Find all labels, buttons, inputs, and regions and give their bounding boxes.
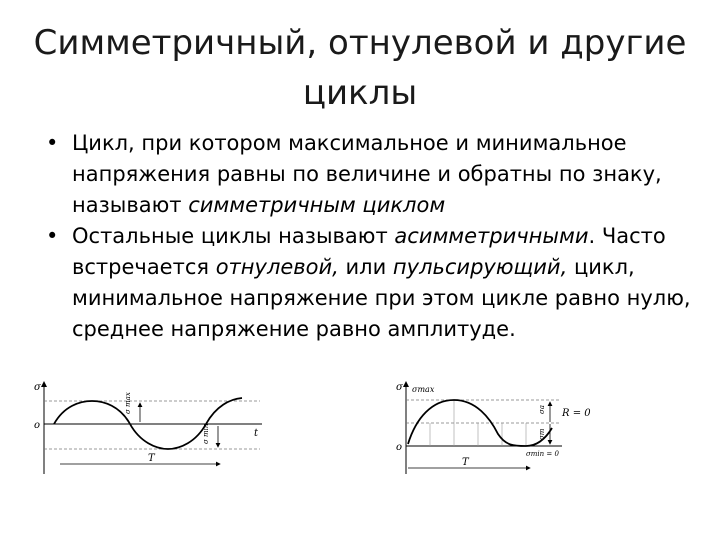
bullet-2-text-2: . Часто встречается xyxy=(72,224,666,279)
title-line-1: Симметричный, отнулевой и другие xyxy=(33,23,687,63)
symmetric-cycle-diagram xyxy=(30,378,270,480)
min-label: σ min xyxy=(202,423,210,444)
amplitude-label: σa xyxy=(538,405,546,414)
bullet-2-italic-2: отнулевой, xyxy=(215,255,339,279)
bullet-1-text: Цикл, при котором максимальное и минимальное напряжения равны по величине и обратны по знаку, называют xyxy=(72,131,662,217)
mean-label: σm xyxy=(538,428,546,440)
origin-label: o xyxy=(34,420,41,431)
bullet-2-italic-3: пульсирующий, xyxy=(392,255,568,279)
x-axis-label: t xyxy=(254,428,259,439)
bullet-2-text-4: цикл, минимальное напряжение при этом цикле равно нулю, среднее напряжение равно амплитуде. xyxy=(72,255,691,341)
y-axis-label: σ xyxy=(34,382,41,393)
bullet-marker: • xyxy=(46,131,59,155)
bullet-2-italic-1: асимметричными xyxy=(394,224,589,248)
bullet-2-text-1: Остальные циклы называют xyxy=(72,224,395,248)
slide-title xyxy=(30,18,690,118)
min-label: σmin = 0 xyxy=(526,450,559,458)
y-axis-label: σ xyxy=(396,382,403,393)
bullet-marker: • xyxy=(46,224,59,248)
origin-label: o xyxy=(396,442,403,453)
pulsating-cycle-diagram xyxy=(390,378,630,480)
bullet-2-text-3: или xyxy=(338,255,393,279)
max-label: σmax xyxy=(412,385,435,394)
sine-curve xyxy=(408,400,552,446)
bullet-item-2 xyxy=(46,221,696,345)
period-label: T xyxy=(148,453,155,464)
title-line-2: циклы xyxy=(302,73,418,113)
bullet-item-1 xyxy=(46,128,696,221)
period-label: T xyxy=(462,457,469,468)
r-label: R = 0 xyxy=(562,408,591,419)
bullet-list xyxy=(46,128,696,345)
max-label: σ max xyxy=(124,392,132,414)
bullet-1-italic: симметричным циклом xyxy=(188,193,446,217)
